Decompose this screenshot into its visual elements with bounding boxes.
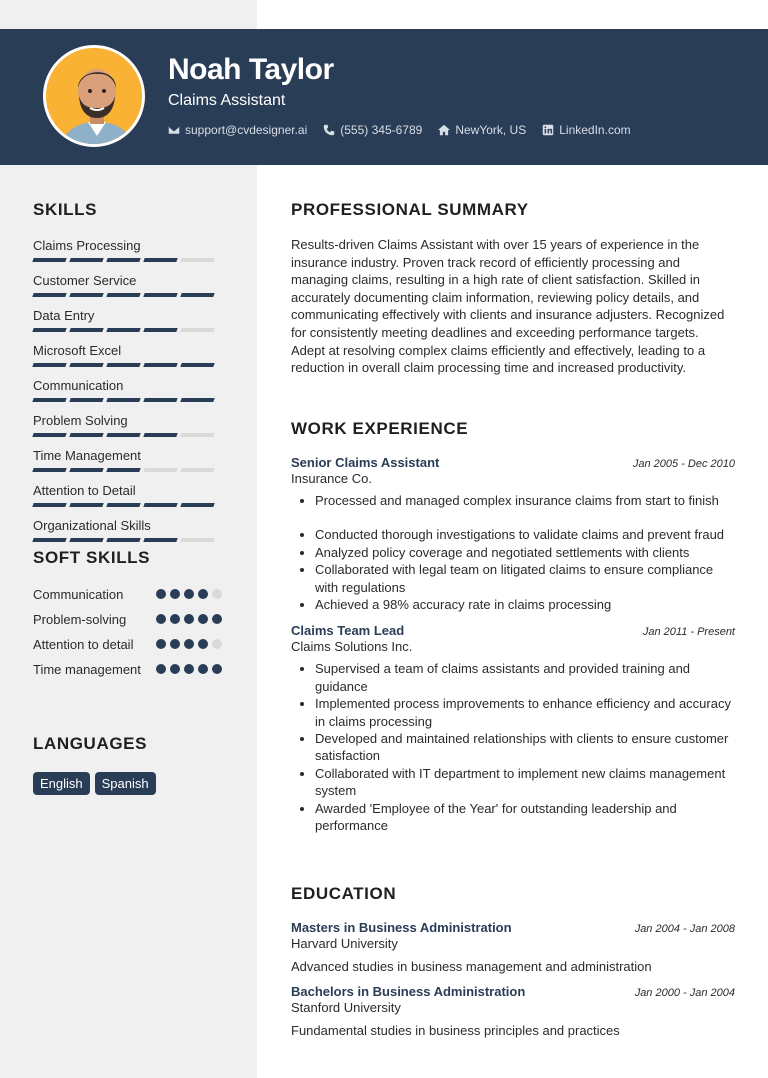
job-dates: Jan 2011 - Present xyxy=(642,626,735,639)
skill-level-segment xyxy=(143,538,177,542)
job-header xyxy=(291,455,735,470)
skill-level-segment xyxy=(106,328,140,332)
job-dates: Jan 2005 - Dec 2010 xyxy=(632,458,735,470)
skill-level-segment xyxy=(69,363,103,367)
skill-level-segment xyxy=(180,363,214,367)
soft-skills-heading: SOFT SKILLS xyxy=(33,548,151,567)
skill-level-segment xyxy=(32,328,66,332)
skill-level-segment xyxy=(69,503,103,507)
soft-skill-item xyxy=(33,611,233,628)
job-bullet: • Achieved a 98% accuracy rate in claims processing xyxy=(315,596,735,613)
summary-text: Results-driven Claims Assistant with over 15 years of experience in the insurance industry. Proven track record of efficiently processing and managing claims, resulting in a high rate of client satisfaction. Skilled in accurately documenting claim information, reviewing policy details, and communicating effectively with clients and insurance adjusters. Recognized for consistently meeting deadlines and exceeding performance targets. Adept at resolving complex claims efficiently and effectively, leading to a reduction in overall claim processing time and increased productivity. xyxy=(291,237,725,376)
skill-level-segment xyxy=(180,468,214,472)
linkedin-icon xyxy=(542,124,554,136)
job-bullet: • Awarded 'Employee of the Year' for outstanding leadership and performance xyxy=(315,800,735,835)
job-bullets xyxy=(291,492,735,613)
job-header xyxy=(291,623,735,638)
skill-level-segment xyxy=(69,258,103,262)
job-bullet: • Supervised a team of claims assistants and provided training and guidance xyxy=(315,660,735,695)
skill-level-bar xyxy=(33,503,233,507)
school-name: Harvard University xyxy=(291,936,398,951)
skill-name: Microsoft Excel xyxy=(33,343,122,358)
job-bullet: • Collaborated with IT department to implement new claims management system xyxy=(315,765,735,800)
work-heading: WORK EXPERIENCE xyxy=(291,419,469,438)
degree-dates: Jan 2000 - Jan 2004 xyxy=(634,987,735,999)
home-icon xyxy=(438,124,450,136)
job-company: Claims Solutions Inc. xyxy=(291,639,413,655)
contact-email[interactable] xyxy=(168,123,307,137)
skill-item xyxy=(33,308,233,332)
language-badge: English xyxy=(33,772,90,795)
skill-level-segment xyxy=(106,293,140,297)
rating-dot xyxy=(184,614,194,624)
job-bullets xyxy=(291,660,735,834)
education-header xyxy=(291,984,735,999)
rating-dot xyxy=(198,639,208,649)
envelope-icon xyxy=(168,124,180,136)
job-entry xyxy=(291,455,735,613)
education-section xyxy=(291,884,735,1038)
skill-level-segment xyxy=(180,328,214,332)
skill-level-segment xyxy=(106,503,140,507)
skill-name: Problem Solving xyxy=(33,413,128,428)
skill-name: Communication xyxy=(33,378,124,393)
contact-location xyxy=(438,123,526,137)
rating-dot xyxy=(212,639,222,649)
job-bullet: • Conducted thorough investigations to validate claims and prevent fraud xyxy=(315,526,735,543)
summary-section xyxy=(291,200,735,377)
skill-level-segment xyxy=(32,258,66,262)
jobs-list xyxy=(291,455,735,835)
contact-linkedin[interactable] xyxy=(542,123,630,137)
skill-level-segment xyxy=(143,468,177,472)
rating-dot xyxy=(184,639,194,649)
job-bullet: • Processed and managed complex insurance claims from start to finish xyxy=(315,492,735,509)
soft-skill-item xyxy=(33,586,233,603)
rating-dot xyxy=(184,664,194,674)
job-bullet: • Analyzed policy coverage and negotiated settlements with clients xyxy=(315,544,735,561)
job-company: Insurance Co. xyxy=(291,471,372,486)
rating-dot xyxy=(198,614,208,624)
school-name: Stanford University xyxy=(291,1000,401,1015)
education-heading: EDUCATION xyxy=(291,884,397,903)
skill-level-bar xyxy=(33,468,233,472)
rating-dot xyxy=(198,664,208,674)
rating-dot xyxy=(156,639,166,649)
skill-level-segment xyxy=(106,433,140,437)
skill-level-bar xyxy=(33,328,233,332)
education-header xyxy=(291,920,735,935)
education-entry xyxy=(291,920,735,974)
soft-skill-rating xyxy=(156,639,222,649)
languages-section xyxy=(33,734,233,795)
skill-level-segment xyxy=(32,363,66,367)
skill-level-segment xyxy=(143,328,177,332)
skill-item xyxy=(33,238,233,262)
skill-item xyxy=(33,518,233,542)
job-bullet: • Collaborated with legal team on litigated claims to ensure compliance with regulations xyxy=(315,561,735,596)
skill-name: Attention to Detail xyxy=(33,483,136,498)
job-bullet: • Implemented process improvements to enhance efficiency and accuracy in claims processing xyxy=(315,695,735,730)
skill-level-segment xyxy=(180,258,214,262)
contact-bar xyxy=(168,123,631,137)
rating-dot xyxy=(184,589,194,599)
skill-level-segment xyxy=(106,468,140,472)
skill-level-segment xyxy=(143,433,177,437)
skill-level-segment xyxy=(32,503,66,507)
skills-list xyxy=(33,238,233,542)
skill-name: Data Entry xyxy=(33,308,95,323)
degree-dates: Jan 2004 - Jan 2008 xyxy=(634,923,735,935)
soft-skill-name: Attention to detail xyxy=(33,637,134,652)
skill-item xyxy=(33,378,233,402)
soft-skill-name: Problem-solving xyxy=(33,612,127,627)
rating-dot xyxy=(170,614,180,624)
skill-level-segment xyxy=(180,398,214,402)
soft-skills-list xyxy=(33,586,233,678)
language-badge: Spanish xyxy=(95,772,156,795)
skill-level-segment xyxy=(106,363,140,367)
skill-name: Customer Service xyxy=(33,273,137,288)
skill-level-segment xyxy=(180,433,214,437)
location-text: NewYork, US xyxy=(455,123,527,137)
candidate-title: Claims Assistant xyxy=(168,92,286,109)
skill-level-segment xyxy=(143,503,177,507)
degree-description: Fundamental studies in business principles and practices xyxy=(291,1023,620,1038)
skill-name: Organizational Skills xyxy=(33,518,151,533)
skill-level-segment xyxy=(32,398,66,402)
rating-dot xyxy=(212,614,222,624)
skill-level-segment xyxy=(69,293,103,297)
skill-level-segment xyxy=(32,538,66,542)
skill-level-segment xyxy=(143,293,177,297)
job-role: Senior Claims Assistant xyxy=(291,455,440,470)
skill-level-segment xyxy=(69,328,103,332)
skill-item xyxy=(33,413,233,437)
skill-level-segment xyxy=(32,468,66,472)
skill-level-bar xyxy=(33,258,233,262)
soft-skill-rating xyxy=(156,614,222,624)
phone-icon xyxy=(323,124,335,136)
skills-section xyxy=(33,200,233,542)
rating-dot xyxy=(170,639,180,649)
skill-item xyxy=(33,273,233,297)
job-role: Claims Team Lead xyxy=(291,623,405,639)
degree-description: Advanced studies in business management and administration xyxy=(291,959,652,974)
soft-skill-name: Time management xyxy=(33,662,141,677)
skill-name: Time Management xyxy=(33,448,141,463)
skill-level-segment xyxy=(143,258,177,262)
soft-skills-section xyxy=(33,548,233,678)
work-experience-section xyxy=(291,419,735,835)
soft-skill-name: Communication xyxy=(33,587,124,602)
rating-dot xyxy=(170,589,180,599)
rating-dot xyxy=(212,589,222,599)
skill-level-bar xyxy=(33,363,233,367)
skill-level-segment xyxy=(143,363,177,367)
skill-level-bar xyxy=(33,433,233,437)
rating-dot xyxy=(156,664,166,674)
skill-level-segment xyxy=(69,538,103,542)
resume-header xyxy=(0,29,768,165)
education-entry xyxy=(291,984,735,1038)
education-list xyxy=(291,920,735,1038)
skill-level-bar xyxy=(33,538,233,542)
skill-level-segment xyxy=(143,398,177,402)
skill-level-segment xyxy=(106,538,140,542)
skill-level-bar xyxy=(33,293,233,297)
profile-photo xyxy=(43,45,145,147)
skill-level-segment xyxy=(32,293,66,297)
skill-item xyxy=(33,448,233,472)
rating-dot xyxy=(198,589,208,599)
skill-item xyxy=(33,483,233,507)
person-portrait-icon xyxy=(46,48,145,147)
skill-item xyxy=(33,343,233,367)
skill-level-segment xyxy=(106,398,140,402)
skills-heading: SKILLS xyxy=(33,200,98,219)
degree-name: Bachelors in Business Administration xyxy=(291,984,526,999)
skill-level-segment xyxy=(32,433,66,437)
skill-level-segment xyxy=(180,293,214,297)
rating-dot xyxy=(212,664,222,674)
summary-heading: PROFESSIONAL SUMMARY xyxy=(291,200,529,219)
soft-skill-item xyxy=(33,636,233,653)
rating-dot xyxy=(156,614,166,624)
degree-name: Masters in Business Administration xyxy=(291,920,512,935)
phone-text: (555) 345-6789 xyxy=(340,123,423,137)
skill-level-segment xyxy=(106,258,140,262)
skill-level-segment xyxy=(69,398,103,402)
job-entry xyxy=(291,623,735,834)
rating-dot xyxy=(156,589,166,599)
skill-level-segment xyxy=(69,468,103,472)
contact-phone[interactable] xyxy=(323,123,422,137)
skill-level-segment xyxy=(69,433,103,437)
email-text: support@cvdesigner.ai xyxy=(185,123,308,137)
soft-skill-rating xyxy=(156,664,222,674)
languages-heading: LANGUAGES xyxy=(33,734,148,753)
job-bullet: • Developed and maintained relationships with clients to ensure customer satisfaction xyxy=(315,730,735,765)
languages-list xyxy=(33,772,233,795)
skill-level-segment xyxy=(180,503,214,507)
candidate-name: Noah Taylor xyxy=(168,53,334,86)
skill-level-segment xyxy=(180,538,214,542)
rating-dot xyxy=(170,664,180,674)
soft-skill-item xyxy=(33,661,233,678)
skill-name: Claims Processing xyxy=(33,238,141,253)
soft-skill-rating xyxy=(156,589,222,599)
linkedin-text: LinkedIn.com xyxy=(559,123,631,137)
skill-level-bar xyxy=(33,398,233,402)
